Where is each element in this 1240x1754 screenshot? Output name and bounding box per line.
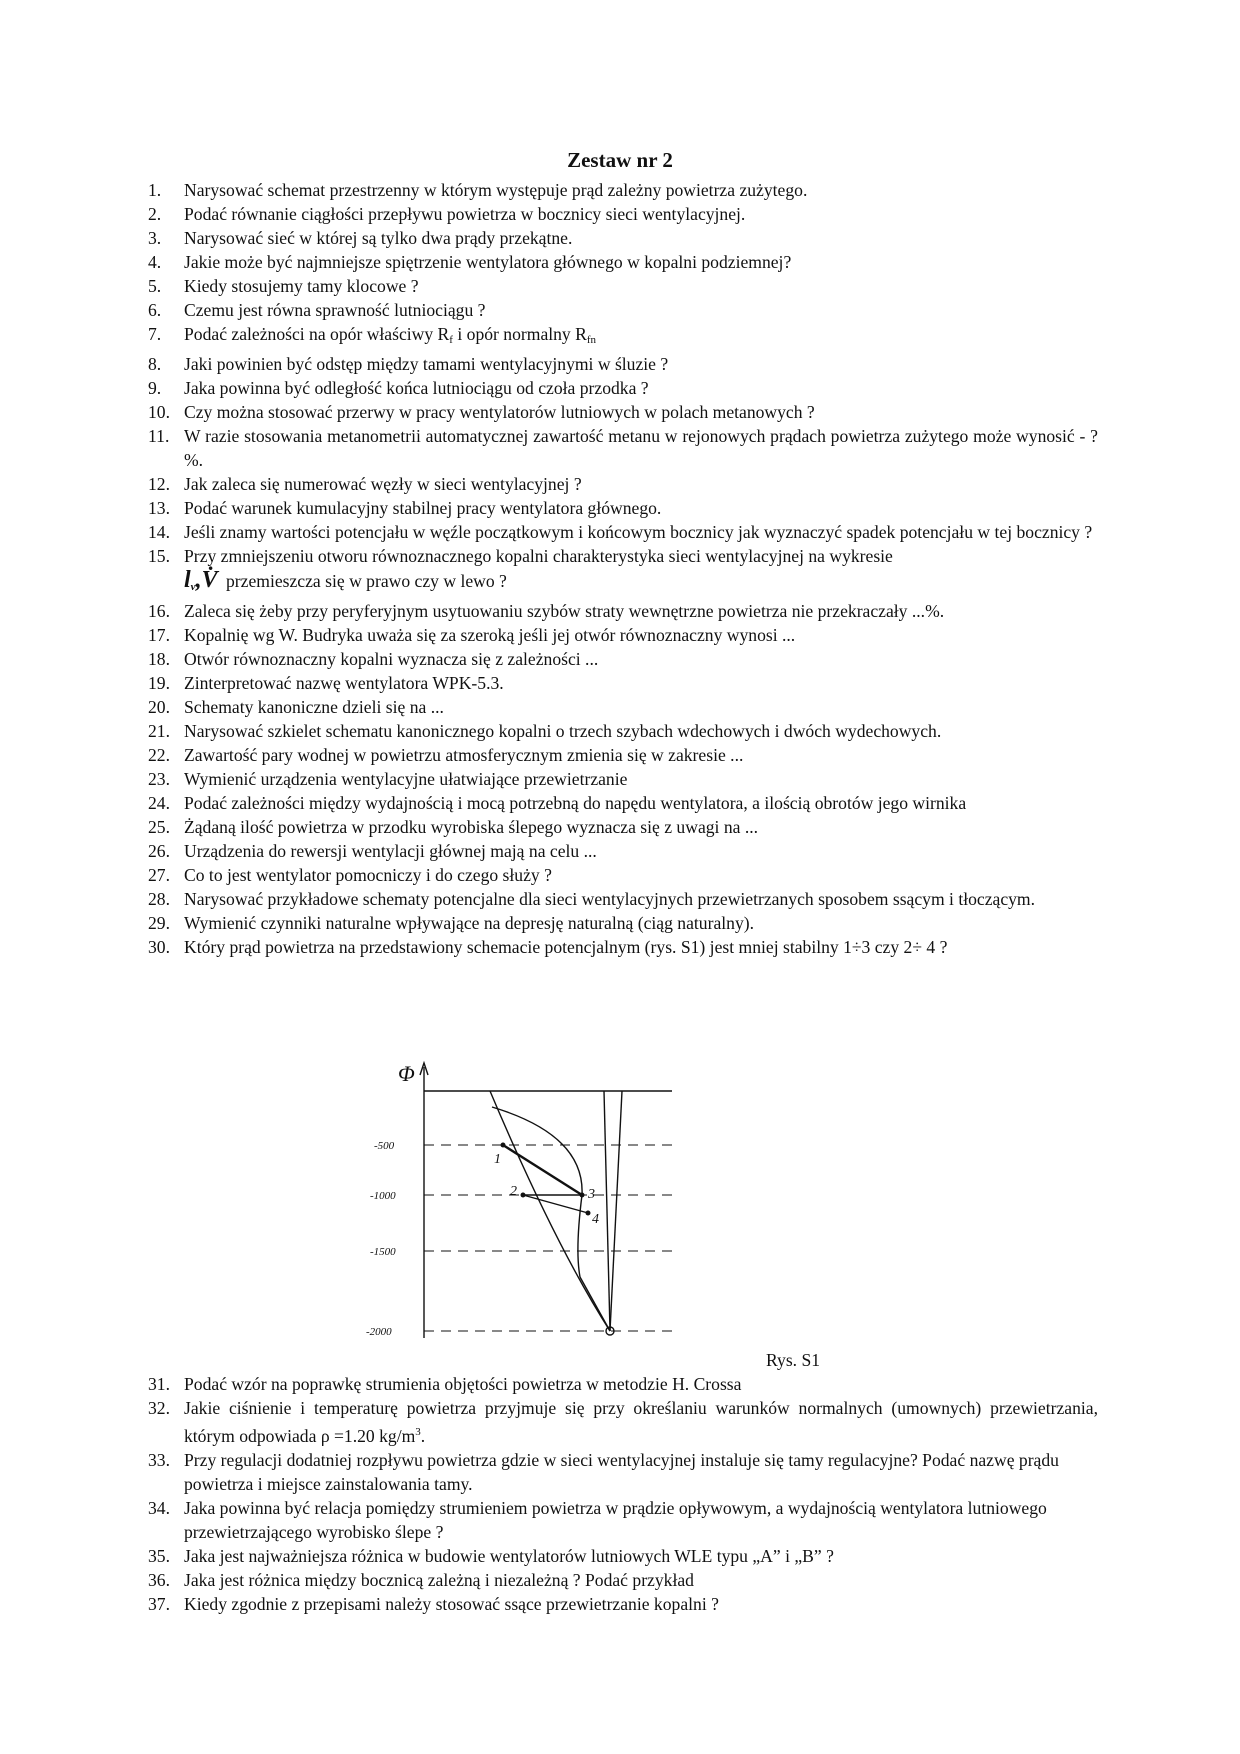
item-number: 35.: [148, 1546, 170, 1566]
item-text: [184, 544, 1098, 599]
list-item: [148, 887, 1098, 911]
list-item: [148, 1372, 1098, 1396]
question-list-part1: [148, 178, 1098, 959]
item-number: 9.: [148, 378, 162, 398]
shaft-line-right: [610, 1091, 622, 1331]
symbol-v: ,V̇: [195, 567, 218, 593]
item-text-part: i opór normalny R: [452, 324, 587, 344]
item-text: Jaka jest różnica między bocznicą zależną i niezależną ? Podać przykład: [184, 1570, 694, 1590]
list-item: [148, 719, 1098, 743]
list-item: [148, 1396, 1098, 1448]
list-item: [148, 472, 1098, 496]
point-label-2: 2: [510, 1184, 517, 1199]
item-text-part: przemieszcza się w prawo czy w lewo ?: [225, 571, 507, 591]
item-number: 12.: [148, 474, 170, 494]
superscript: 3: [415, 1426, 421, 1438]
item-text: Podać wzór na poprawkę strumienia objętości powietrza w metodzie H. Crossa: [184, 1374, 742, 1394]
item-number: 21.: [148, 721, 170, 741]
item-number: 5.: [148, 276, 162, 296]
item-number: 34.: [148, 1498, 170, 1518]
item-number: 32.: [148, 1398, 170, 1418]
list-item: [148, 743, 1098, 767]
list-item: [148, 671, 1098, 695]
item-number: 37.: [148, 1594, 170, 1614]
item-text: Zawartość pary wodnej w powietrzu atmosferycznym zmienia się w zakresie ...: [184, 745, 744, 765]
list-item: [148, 520, 1098, 544]
potential-diagram: [366, 1055, 770, 1345]
subscript: v: [190, 581, 196, 593]
item-number: 1.: [148, 180, 162, 200]
item-number: 26.: [148, 841, 170, 861]
item-text: Który prąd powietrza na przedstawiony schemacie potencjalnym (rys. S1) jest mniej stabilny 1÷3 czy 2÷ 4 ?: [184, 937, 948, 957]
list-item: [148, 322, 1098, 352]
item-text: [184, 322, 1098, 352]
item-text: Jeśli znamy wartości potencjału w węźle początkowym i końcowym bocznicy jak wyznaczyć spadek potencjału w tej bocznicy ?: [184, 522, 1093, 542]
item-text: Jaka powinna być relacja pomiędzy strumieniem powietrza w prądzie opływowym, a wydajnością wentylatora lutniowego przewietrzającego wyrobisko ślepe ?: [184, 1498, 1047, 1542]
list-item: [148, 791, 1098, 815]
item-number: 16.: [148, 601, 170, 621]
item-text: Narysować schemat przestrzenny w którym występuje prąd zależny powietrza zużytego.: [184, 180, 808, 200]
list-item: [148, 935, 1098, 959]
figure-caption: Rys. S1: [766, 1350, 821, 1370]
item-text: Narysować sieć w której są tylko dwa prądy przekątne.: [184, 228, 573, 248]
lv-symbol: [184, 567, 218, 593]
shaft-line-left: [604, 1091, 610, 1331]
item-number: 20.: [148, 697, 170, 717]
item-number: 24.: [148, 793, 170, 813]
item-text-part: Jakie ciśnienie i temperaturę powietrza przyjmuje się przy określaniu warunków normalnych (umownych) przewietrzania, którym odpowiada ρ =1.20 kg/m: [184, 1398, 1098, 1446]
item-text: W razie stosowania metanometrii automatycznej zawartość metanu w rejonowych prądach powietrza zużytego może wynosić - ? %.: [184, 426, 1098, 470]
item-number: 22.: [148, 745, 170, 765]
axis-label-phi: Φ: [398, 1061, 415, 1086]
item-number: 31.: [148, 1374, 170, 1394]
symbol-l: l: [184, 567, 191, 593]
item-number: 3.: [148, 228, 162, 248]
item-text: Wymienić czynniki naturalne wpływające na depresję naturalną (ciąg naturalny).: [184, 913, 754, 933]
question-list-part2: [148, 1372, 1098, 1616]
item-text: Podać zależności między wydajnością i mocą potrzebną do napędu wentylatora, a ilością obrotów jego wirnika: [184, 793, 967, 813]
item-number: 30.: [148, 937, 170, 957]
item-number: 23.: [148, 769, 170, 789]
item-text: Podać równanie ciągłości przepływu powietrza w bocznicy sieci wentylacyjnej.: [184, 204, 746, 224]
item-text: Kiedy zgodnie z przepisami należy stosować ssące przewietrzanie kopalni ?: [184, 1594, 719, 1614]
item-text: Jaka jest najważniejsza różnica w budowie wentylatorów lutniowych WLE typu „A” i „B” ?: [184, 1546, 834, 1566]
list-item: [148, 250, 1098, 274]
item-number: 19.: [148, 673, 170, 693]
line-2-4: [523, 1195, 588, 1213]
item-text: Kopalnię wg W. Budryka uważa się za szeroką jeśli jej otwór równoznaczny wynosi ...: [184, 625, 796, 645]
point-2-dot: [521, 1193, 526, 1198]
tick-label: -1000: [370, 1190, 396, 1202]
item-number: 25.: [148, 817, 170, 837]
item-number: 33.: [148, 1450, 170, 1470]
item-text: Czy można stosować przerwy w pracy wentylatorów lutniowych w polach metanowych ?: [184, 402, 815, 422]
point-1-dot: [501, 1143, 506, 1148]
list-item: [148, 226, 1098, 250]
point-label-3: 3: [588, 1187, 595, 1202]
item-number: 11.: [148, 426, 170, 446]
item-text: Otwór równoznaczny kopalni wyznacza się z zależności ...: [184, 649, 599, 669]
item-text: Schematy kanoniczne dzieli się na ...: [184, 697, 444, 717]
list-item: [148, 623, 1098, 647]
list-item: [148, 202, 1098, 226]
item-text: Czemu jest równa sprawność lutniociągu ?: [184, 300, 486, 320]
list-item: [148, 767, 1098, 791]
list-item: [148, 376, 1098, 400]
curve-tail: [580, 1277, 610, 1331]
list-item: [148, 599, 1098, 623]
item-number: 29.: [148, 913, 170, 933]
tick-label: -2000: [366, 1326, 392, 1338]
item-number: 27.: [148, 865, 170, 885]
item-text: Kiedy stosujemy tamy klocowe ?: [184, 276, 419, 296]
item-text-part: .: [420, 1426, 426, 1446]
item-text: Przy regulacji dodatniej rozpływu powietrza gdzie w sieci wentylacyjnej instaluje się tamy regulacyjne? Podać nazwę prądu powietrza i miejsce zainstalowania tamy.: [184, 1450, 1059, 1494]
item-number: 15.: [148, 546, 170, 566]
tick-label: -500: [374, 1140, 395, 1152]
item-text: Narysować szkielet schematu kanonicznego kopalni o trzech szybach wdechowych i dwóch wydechowych.: [184, 721, 942, 741]
point-3-dot: [580, 1193, 585, 1198]
item-number: 17.: [148, 625, 170, 645]
list-item: [148, 178, 1098, 202]
item-text: Urządzenia do rewersji wentylacji głównej mają na celu ...: [184, 841, 597, 861]
list-item: [148, 863, 1098, 887]
item-text: Zinterpretować nazwę wentylatora WPK-5.3.: [184, 673, 504, 693]
list-item: [148, 544, 1098, 599]
item-text: Jakie może być najmniejsze spiętrzenie wentylatora głównego w kopalni podziemnej?: [184, 252, 792, 272]
item-text-part: Przy zmniejszeniu otworu równoznacznego kopalni charakterystyka sieci wentylacyjnej na wykresie: [184, 546, 893, 566]
item-number: 13.: [148, 498, 170, 518]
item-number: 14.: [148, 522, 170, 542]
item-number: 36.: [148, 1570, 170, 1590]
list-item: [148, 298, 1098, 322]
item-number: 18.: [148, 649, 170, 669]
item-number: 2.: [148, 204, 162, 224]
item-text: Jaka powinna być odległość końca lutniociągu od czoła przodka ?: [184, 378, 649, 398]
point-label-4: 4: [592, 1212, 599, 1227]
list-item: [148, 496, 1098, 520]
subscript: f: [449, 334, 453, 346]
list-item: [148, 839, 1098, 863]
item-number: 8.: [148, 354, 162, 374]
tick-label: -1500: [370, 1246, 396, 1258]
item-number: 28.: [148, 889, 170, 909]
item-text: Podać warunek kumulacyjny stabilnej pracy wentylatora głównego.: [184, 498, 662, 518]
list-item: [148, 352, 1098, 376]
list-item: [148, 274, 1098, 298]
point-4-dot: [586, 1211, 591, 1216]
curve-outer: [490, 1091, 610, 1331]
item-text: Co to jest wentylator pomocniczy i do czego służy ?: [184, 865, 552, 885]
list-item: [148, 400, 1098, 424]
item-text-part: Podać zależności na opór właściwy R: [184, 324, 450, 344]
list-item: [148, 424, 1098, 472]
list-item: [148, 815, 1098, 839]
item-number: 6.: [148, 300, 162, 320]
item-number: 7.: [148, 324, 162, 344]
item-text: Jaki powinien być odstęp między tamami wentylacyjnymi w śluzie ?: [184, 354, 669, 374]
item-text: Żądaną ilość powietrza w przodku wyrobiska ślepego wyznacza się z uwagi na ...: [184, 817, 759, 837]
list-item: [148, 1496, 1098, 1544]
item-text: Zaleca się żeby przy peryferyjnym usytuowaniu szybów straty wewnętrzne powietrza nie przekraczały ...%.: [184, 601, 945, 621]
item-text: Wymienić urządzenia wentylacyjne ułatwiające przewietrzanie: [184, 769, 628, 789]
item-number: 4.: [148, 252, 162, 272]
list-item: [148, 911, 1098, 935]
list-item: [148, 1568, 1098, 1592]
list-item: [148, 647, 1098, 671]
list-item: [148, 1592, 1098, 1616]
list-item: [148, 1544, 1098, 1568]
item-text: Narysować przykładowe schematy potencjalne dla sieci wentylacyjnych przewietrzanych sposobem ssącym i tłoczącym.: [184, 889, 1036, 909]
list-item: [148, 1448, 1098, 1496]
item-text: [184, 1396, 1098, 1448]
list-item: [148, 695, 1098, 719]
point-label-1: 1: [494, 1152, 501, 1167]
document-title: Zestaw nr 2: [567, 148, 673, 172]
subscript: fn: [586, 334, 597, 346]
item-number: 10.: [148, 402, 170, 422]
item-text: Jak zaleca się numerować węzły w sieci wentylacyjnej ?: [184, 474, 582, 494]
